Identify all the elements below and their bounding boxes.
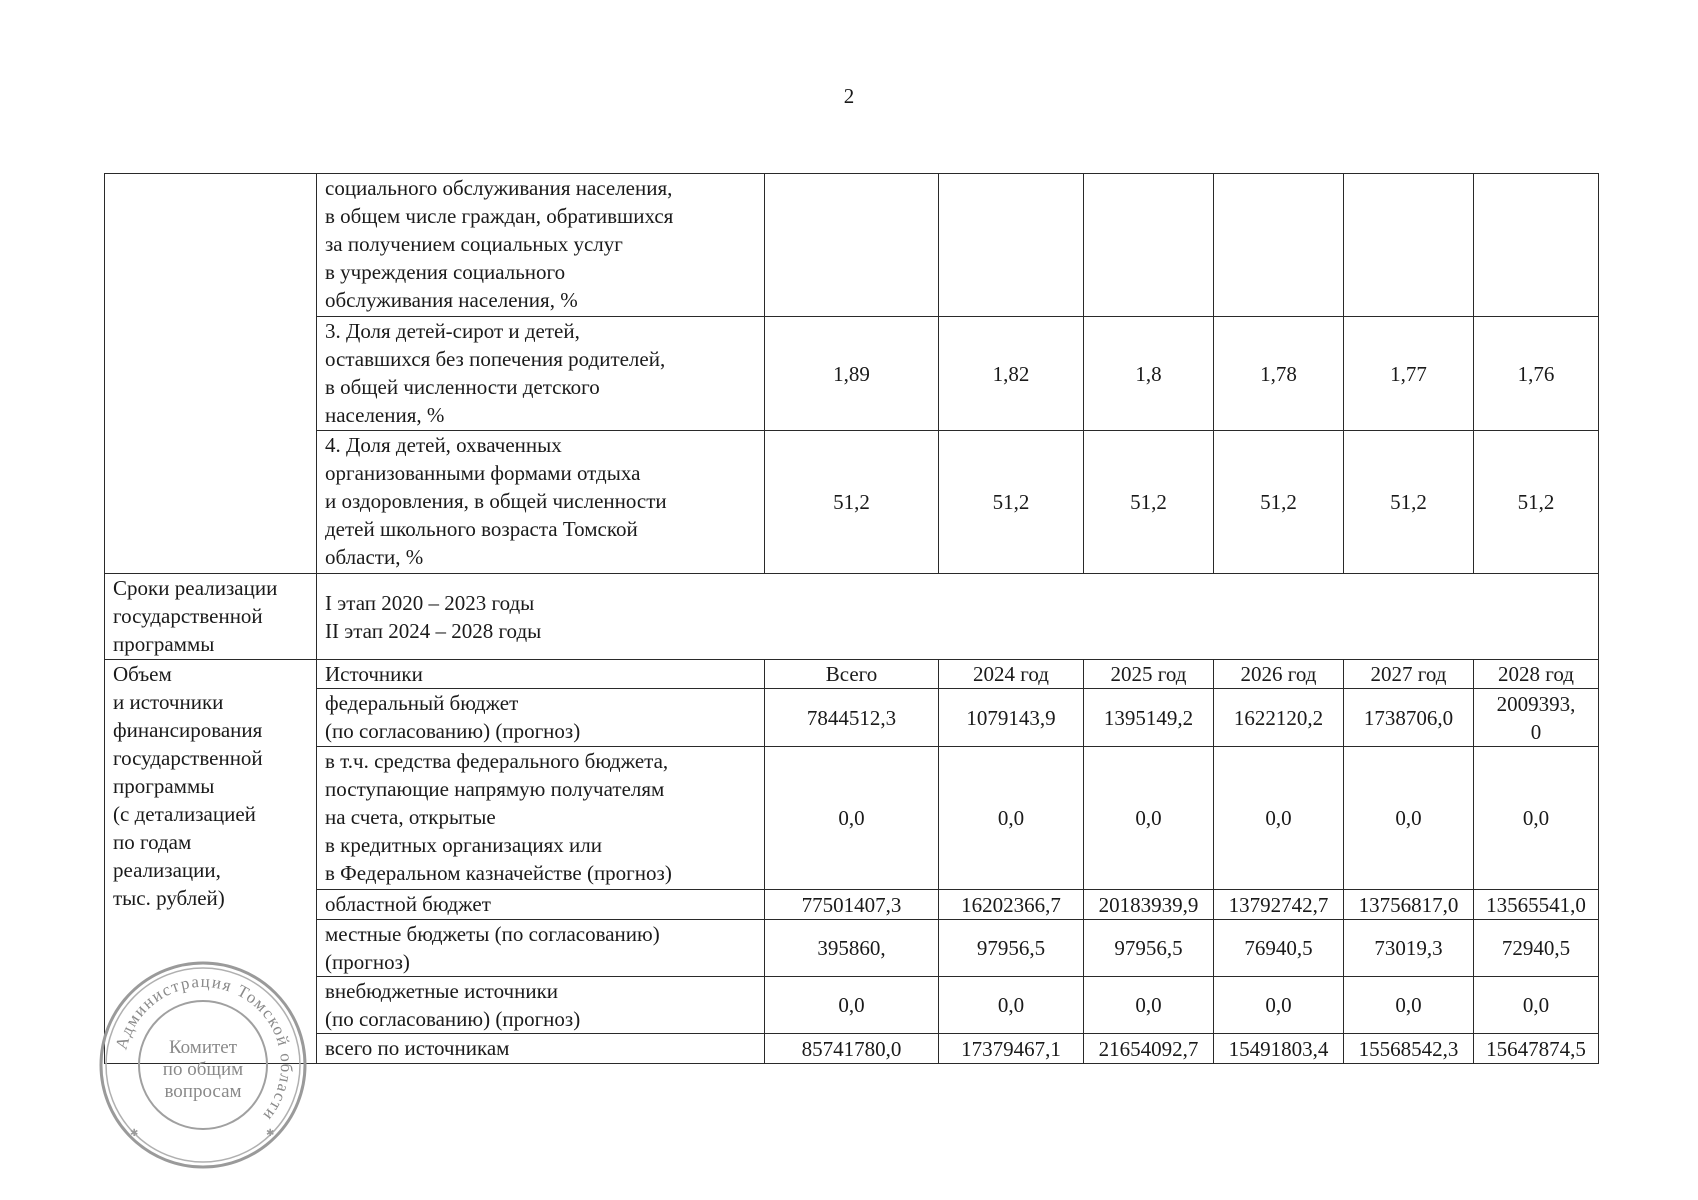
funding-value: 0,0 [1344, 977, 1474, 1034]
funding-value: 0,0 [939, 977, 1084, 1034]
funding-value: 0,0 [1214, 747, 1344, 890]
terms-row [105, 574, 1599, 660]
funding-value: 97956,5 [1084, 920, 1214, 977]
indicator-value: 1,82 [939, 317, 1084, 431]
funding-value: 0,0 [1474, 747, 1599, 890]
funding-value: 2009393, 0 [1474, 689, 1599, 747]
funding-value: 13792742,7 [1214, 890, 1344, 920]
indicator-value [765, 174, 939, 317]
funding-value: 0,0 [765, 747, 939, 890]
indicator-value [939, 174, 1084, 317]
stamp-star: ✱ [130, 1128, 139, 1139]
funding-source: внебюджетные источники (по согласованию) (прогноз) [317, 977, 765, 1034]
funding-value: 21654092,7 [1084, 1034, 1214, 1064]
funding-value: 0,0 [1084, 747, 1214, 890]
funding-value: 0,0 [1344, 747, 1474, 890]
funding-row [105, 890, 1599, 920]
funding-value: 13565541,0 [1474, 890, 1599, 920]
funding-header: Источники [317, 660, 765, 689]
funding-label: Объем и источники финансирования государственной программы (с детализацией по годам реализации, тыс. рублей) [105, 660, 317, 1064]
terms-label: Сроки реализации государственной программы [105, 574, 317, 660]
funding-value: 0,0 [939, 747, 1084, 890]
terms-value: I этап 2020 – 2023 годы II этап 2024 – 2028 годы [317, 574, 1599, 660]
funding-source: в т.ч. средства федерального бюджета, поступающие напрямую получателям на счета, открытые в кредитных организациях или в Федеральном казначействе (прогноз) [317, 747, 765, 890]
funding-total-row [105, 1034, 1599, 1064]
funding-source: федеральный бюджет (по согласованию) (прогноз) [317, 689, 765, 747]
funding-header: 2028 год [1474, 660, 1599, 689]
stamp-inner-line: Комитет [168, 1037, 238, 1058]
indicator-value: 1,76 [1474, 317, 1599, 431]
funding-value: 13756817,0 [1344, 890, 1474, 920]
indicator-value: 1,77 [1344, 317, 1474, 431]
funding-value: 395860, [765, 920, 939, 977]
funding-row [105, 920, 1599, 977]
funding-row [105, 689, 1599, 747]
funding-value: 72940,5 [1474, 920, 1599, 977]
stamp-star: ✱ [266, 1128, 275, 1139]
funding-value: 0,0 [1474, 977, 1599, 1034]
funding-value: 15491803,4 [1214, 1034, 1344, 1064]
indicator-value: 51,2 [1344, 431, 1474, 574]
indicator-label: социального обслуживания населения, в общем числе граждан, обратившихся за получением социальных услуг в учреждения социального обслуживания населения, % [317, 174, 765, 317]
funding-header: 2025 год [1084, 660, 1214, 689]
funding-value: 15568542,3 [1344, 1034, 1474, 1064]
funding-value: 77501407,3 [765, 890, 939, 920]
funding-value: 15647874,5 [1474, 1034, 1599, 1064]
funding-value: 97956,5 [939, 920, 1084, 977]
indicator-row [105, 431, 1599, 574]
funding-source: областной бюджет [317, 890, 765, 920]
indicator-value: 51,2 [939, 431, 1084, 574]
indicator-value: 51,2 [1084, 431, 1214, 574]
indicator-label: 3. Доля детей-сирот и детей, оставшихся без попечения родителей, в общей численности детского населения, % [317, 317, 765, 431]
indicator-value: 51,2 [1214, 431, 1344, 574]
funding-header: Всего [765, 660, 939, 689]
passport-table [104, 173, 1599, 1064]
indicator-value [1084, 174, 1214, 317]
funding-row [105, 747, 1599, 890]
funding-value: 73019,3 [1344, 920, 1474, 977]
funding-value: 20183939,9 [1084, 890, 1214, 920]
funding-value: 1079143,9 [939, 689, 1084, 747]
indicator-value [1474, 174, 1599, 317]
funding-header: 2026 год [1214, 660, 1344, 689]
indicator-row [105, 317, 1599, 431]
funding-header: 2027 год [1344, 660, 1474, 689]
funding-value: 0,0 [1214, 977, 1344, 1034]
section-label-empty [105, 174, 317, 574]
indicator-row [105, 174, 1599, 317]
funding-row [105, 977, 1599, 1034]
indicator-value [1214, 174, 1344, 317]
funding-value: 1395149,2 [1084, 689, 1214, 747]
funding-value: 1622120,2 [1214, 689, 1344, 747]
indicator-value: 51,2 [765, 431, 939, 574]
funding-header: 2024 год [939, 660, 1084, 689]
funding-source: всего по источникам [317, 1034, 765, 1064]
indicator-value: 1,8 [1084, 317, 1214, 431]
indicator-value [1344, 174, 1474, 317]
official-stamp [96, 958, 310, 1172]
indicator-value: 51,2 [1474, 431, 1599, 574]
funding-value: 0,0 [1084, 977, 1214, 1034]
indicator-value: 1,89 [765, 317, 939, 431]
stamp-inner-line: вопросам [164, 1081, 242, 1102]
stamp-outer-text: Администрация Томской области [111, 971, 297, 1126]
funding-value: 7844512,3 [765, 689, 939, 747]
funding-value: 1738706,0 [1344, 689, 1474, 747]
funding-value: 85741780,0 [765, 1034, 939, 1064]
stamp-inner-line: по общим [162, 1059, 244, 1080]
funding-header-row [105, 660, 1599, 689]
funding-value: 76940,5 [1214, 920, 1344, 977]
page-number: 2 [843, 84, 855, 108]
funding-source: местные бюджеты (по согласованию) (прогноз) [317, 920, 765, 977]
indicator-label: 4. Доля детей, охваченных организованными формами отдыха и оздоровления, в общей численности детей школьного возраста Томской области, % [317, 431, 765, 574]
funding-value: 17379467,1 [939, 1034, 1084, 1064]
funding-value: 0,0 [765, 977, 939, 1034]
stamp-seal [96, 958, 310, 1172]
indicator-value: 1,78 [1214, 317, 1344, 431]
funding-value: 16202366,7 [939, 890, 1084, 920]
